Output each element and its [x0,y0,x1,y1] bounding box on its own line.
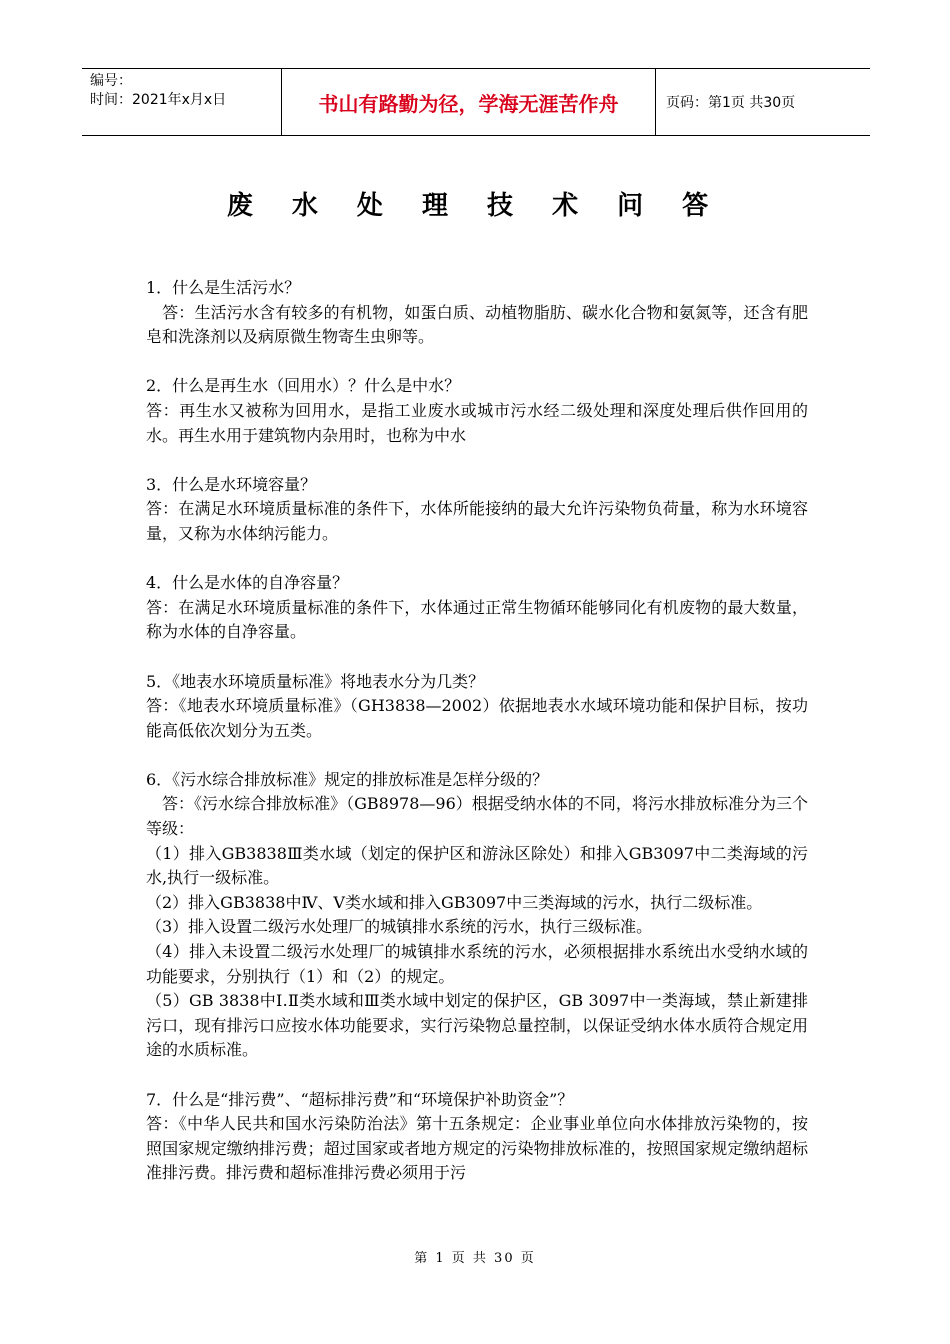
question-6: 6．《污水综合排放标准》规定的排放标准是怎样分级的？ [146,769,549,789]
answer-6-item-2: （2）排入GB3838中Ⅳ、Ⅴ类水域和排入GB3097中三类海域的污水，执行二级标准。 [146,892,763,912]
number-label: 编号： [90,73,132,89]
document-header [82,68,870,136]
question-4: 4．什么是水体的自净容量？ [146,573,349,593]
answer-6-item-3: （3）排入设置二级污水处理厂的城镇排水系统的污水，执行三级标准。 [146,917,653,937]
question-2: 2．什么是再生水（回用水）？什么是中水？ [146,376,461,396]
document-title: 废 水 处 理 技 术 问 答 [226,191,724,221]
question-3: 3．什么是水环境容量？ [146,474,317,494]
answer-5: 答：《地表水环境质量标准》（GH3838—2002）依据地表水水域环境功能和保护目标，按功能高低依次划分为五类。 [146,696,808,740]
qa-content [146,276,808,1186]
answer-7: 答：《中华人民共和国水污染防治法》第十五条规定：企业事业单位向水体排放污染物的，按照国家规定缴纳排污费；超过国家或者地方规定的污染物排放标准的，按照国家规定缴纳超标准排污费。排污费和超标准排污费必须用于污 [146,1114,808,1183]
time-label: 时间：2021年x月x日 [90,92,227,108]
header-motto: 书山有路勤为径，学海无涯苦作舟 [282,69,656,135]
question-5: 5．《地表水环境质量标准》将地表水分为几类？ [146,671,485,691]
header-page-code: 页码：第1页 共30页 [666,95,796,111]
answer-2: 答：再生水又被称为回用水，是指工业废水或城市污水经二级处理和深度处理后供作回用的水。再生水用于建筑物内杂用时，也称为中水 [146,400,808,445]
answer-6-intro: 答：《污水综合排放标准》（GB8978—96）根据受纳水体的不同，将污水排放标准分为三个等级： [146,794,808,839]
answer-6-item-1: （1）排入GB3838Ⅲ类水域（划定的保护区和游泳区除处）和排入GB3097中二类海域的污水,执行一级标准。 [146,843,808,888]
header-meta [82,69,282,135]
answer-6-item-5: （5）GB 3838中Ⅰ.Ⅱ类水域和Ⅲ类水域中划定的保护区，GB 3097中一类海域，禁止新建排污口，现有排污口应按水体功能要求，实行污染物总量控制，以保证受纳水体水质符合规定用途的水质标准。 [146,991,808,1060]
answer-3: 答：在满足水环境质量标准的条件下，水体所能接纳的最大允许污染物负荷量，称为水环境容量，又称为水体纳污能力。 [146,499,808,543]
question-1: 1．什么是生活污水？ [146,278,301,297]
page-footer: 第 1 页 共 30 页 [414,1251,536,1266]
question-7: 7．什么是“排污费”、“超标排污费”和“环境保护补助资金”？ [146,1089,574,1109]
answer-1: 答：生活污水含有较多的有机物，如蛋白质、动植物脂肪、碳水化合物和氨氮等，还含有肥皂和洗涤剂以及病原微生物寄生虫卵等。 [146,302,808,347]
answer-6-item-4: （4）排入未设置二级污水处理厂的城镇排水系统的污水，必须根据排水系统出水受纳水域的功能要求，分别执行（1）和（2）的规定。 [146,942,808,986]
answer-4: 答：在满足水环境质量标准的条件下，水体通过正常生物循环能够同化有机废物的最大数量，称为水体的自净容量。 [146,597,808,642]
